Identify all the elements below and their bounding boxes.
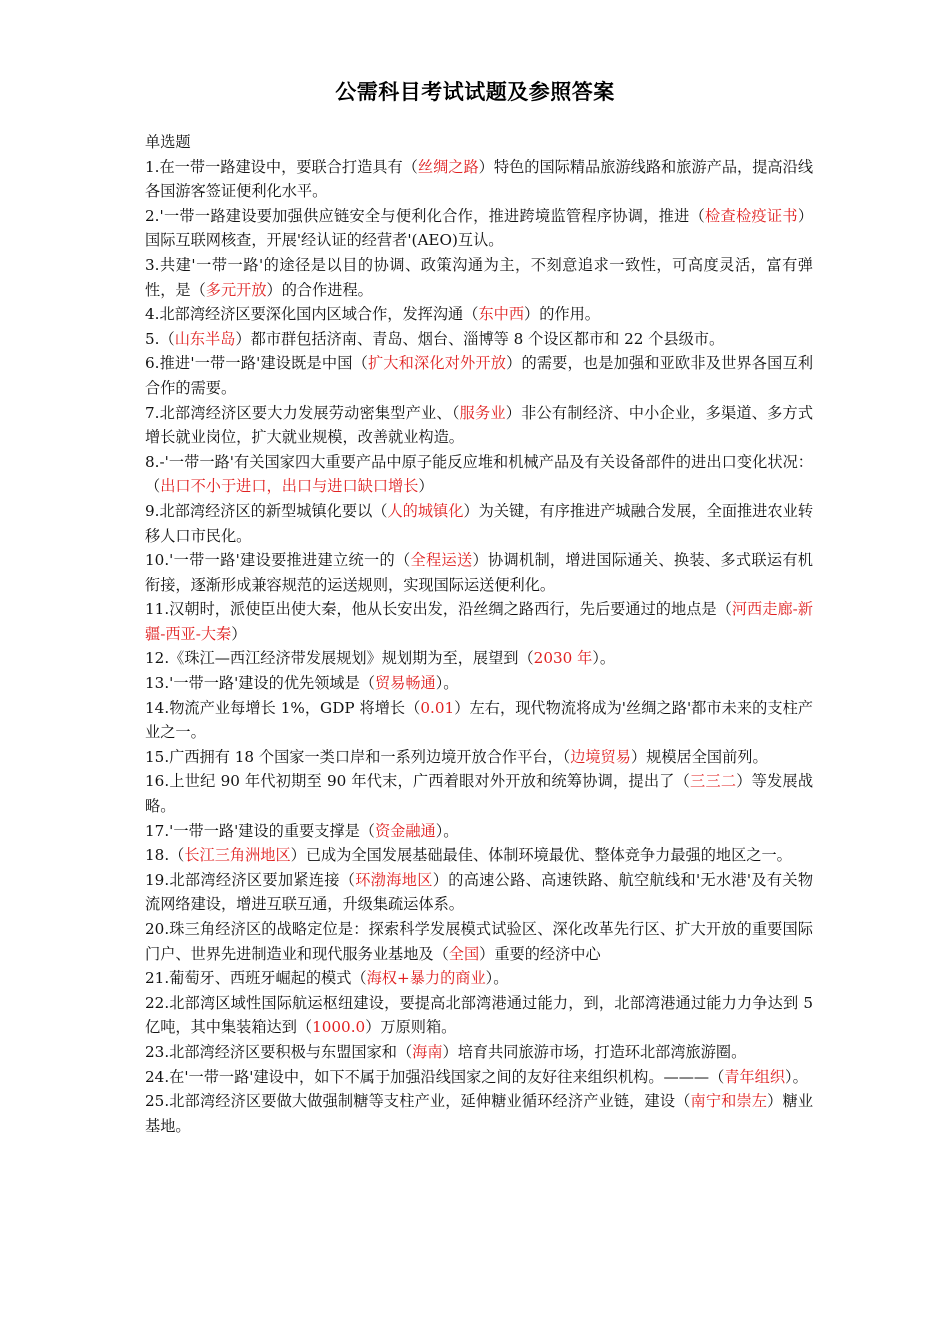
answer-text: 全程运送 xyxy=(410,551,473,570)
question-item xyxy=(145,253,813,302)
question-text-tail: ）左右，现代物流将成为'丝绸之路'都市未来的支柱产业之一。 xyxy=(145,698,813,742)
question-item xyxy=(145,868,813,917)
question-text-tail: ）已成为全国发展基础最佳、体制环境最优、整体竞争力最强的地区之一。 xyxy=(290,846,792,865)
question-text: 24.在'一带一路'建设中，如下不属于加强沿线国家之间的友好往来组织机构。———（ xyxy=(145,1067,725,1086)
question-item xyxy=(145,745,813,770)
answer-text: 资金融通 xyxy=(374,821,436,840)
question-text: 15.广西拥有 18 个国家一类口岸和一系列边境开放合作平台，（ xyxy=(145,747,571,766)
question-text: 7.北部湾经济区要大力发展劳动密集型产业、（ xyxy=(145,403,460,422)
question-text-tail: ）重要的经济中心 xyxy=(479,944,601,963)
question-item xyxy=(145,204,813,253)
answer-text: 三三二 xyxy=(690,772,737,791)
question-text: 20.珠三角经济区的战略定位是：探索科学发展模式试验区、深化改革先行区、扩大开放的重要国际门户、世界先进制造业和现代服务业基地及（ xyxy=(145,920,813,963)
question-text-tail: ）为关键，有序推进产城融合发展，全面推进农业转移人口市民化。 xyxy=(145,501,814,545)
question-text: 11.汉朝时，派使臣出使大秦，他从长安出发，沿丝绸之路西行，先后要通过的地点是（ xyxy=(145,600,732,619)
question-text-tail: ）的作用。 xyxy=(524,305,600,324)
question-item xyxy=(145,499,813,548)
answer-text: 山东半岛 xyxy=(174,329,236,348)
question-text-tail: ） xyxy=(418,477,434,496)
question-text-tail: ） xyxy=(231,624,247,643)
question-text-tail: ）。 xyxy=(592,649,616,668)
question-text: 2.'一带一路建设要加强供应链安全与便利化合作，推进跨境监管程序协调，推进（ xyxy=(145,206,706,225)
answer-text: 检查检疫证书 xyxy=(705,206,798,225)
question-text-tail: ）。 xyxy=(785,1067,808,1086)
answer-text: 海南 xyxy=(412,1042,443,1061)
answer-text: 南宁和崇左 xyxy=(690,1092,768,1111)
question-item xyxy=(145,966,813,991)
question-text-tail: ）规模居全国前列。 xyxy=(630,747,768,766)
question-text: 5.（ xyxy=(145,329,175,348)
question-text: 16.上世纪 90 年代初期至 90 年代末，广西着眼对外开放和统筹协调，提出了（ xyxy=(145,772,691,791)
question-text-tail: ）。 xyxy=(485,969,509,988)
question-item xyxy=(145,351,813,400)
question-item xyxy=(145,991,813,1040)
question-item xyxy=(145,671,813,696)
answer-text: 服务业 xyxy=(459,403,506,422)
page-title: 公需科目考试试题及参照答案 xyxy=(335,80,615,104)
section-label: 单选题 xyxy=(145,133,191,151)
question-text-tail: ）万原则箱。 xyxy=(365,1018,457,1037)
question-text: 19.北部湾经济区要加紧连接（ xyxy=(145,870,356,889)
question-text: 14.物流产业每增长 1%，GDP 将增长（ xyxy=(145,698,421,717)
answer-text: 2030 年 xyxy=(533,649,593,668)
answer-text: 丝绸之路 xyxy=(417,157,479,176)
question-item xyxy=(145,1065,813,1090)
question-item xyxy=(145,327,813,352)
question-item xyxy=(145,302,813,327)
question-item xyxy=(145,696,813,745)
question-text-tail: ）非公有制经济、中小企业，多渠道、多方式增长就业岗位，扩大就业规模，改善就业构造。 xyxy=(145,403,814,447)
question-item xyxy=(145,917,813,966)
question-text: 1.在一带一路建设中，要联合打造具有（ xyxy=(145,157,418,176)
question-item xyxy=(145,1089,813,1138)
question-text-tail: ）的需要，也是加强和亚欧非及世界各国互利合作的需要。 xyxy=(145,354,814,397)
question-text-tail: ）协调机制，增进国际通关、换装、多式联运有机衔接，逐渐形成兼容规范的运送规则，实现国际运送便利化。 xyxy=(145,551,813,594)
question-item xyxy=(145,819,813,844)
question-text-tail: ）等发展战略。 xyxy=(145,772,814,816)
question-text-tail: ）特色的国际精品旅游线路和旅游产品，提高沿线各国游客签证便利化水平。 xyxy=(145,157,814,201)
question-item xyxy=(145,450,813,499)
answer-text: 扩大和深化对外开放 xyxy=(367,354,507,373)
answer-text: 海权+暴力的商业 xyxy=(366,969,486,988)
question-text-tail: ）。 xyxy=(435,821,459,840)
answer-text: 多元开放 xyxy=(205,280,267,299)
answer-text: 1000.0 xyxy=(312,1018,366,1037)
document-body xyxy=(145,130,813,1138)
question-text: 18.（ xyxy=(145,846,185,865)
answer-text: 人的城镇化 xyxy=(387,501,464,520)
answer-text: 长江三角洲地区 xyxy=(184,846,291,865)
question-item xyxy=(145,155,813,204)
question-text: 13.'一带一路'建设的优先领域是（ xyxy=(145,674,375,693)
question-item xyxy=(145,401,813,450)
question-text: 4.北部湾经济区要深化国内区域合作，发挥沟通（ xyxy=(145,305,479,324)
question-text: 8.-'一带一路'有关国家四大重要产品中原子能反应堆和机械产品及有关设备部件的进出口变化状况：（ xyxy=(145,452,813,496)
answer-text: 贸易畅通 xyxy=(374,674,436,693)
question-text-tail: ）。 xyxy=(435,674,459,693)
question-item xyxy=(145,597,813,646)
question-text: 17.'一带一路'建设的重要支撑是（ xyxy=(145,821,375,840)
question-item xyxy=(145,1040,813,1065)
answer-text: 边境贸易 xyxy=(570,747,631,766)
question-text-tail: ）都市群包括济南、青岛、烟台、淄博等 8 个设区都市和 22 个县级市。 xyxy=(235,329,725,348)
answer-text: 出口不小于进口，出口与进口缺口增长 xyxy=(160,477,419,496)
question-item xyxy=(145,843,813,868)
question-text: 12.《珠江—西江经济带发展规划》规划期为至，展望到（ xyxy=(145,649,534,668)
answer-text: 0.01 xyxy=(420,698,455,717)
question-text: 23.北部湾经济区要积极与东盟国家和（ xyxy=(145,1042,413,1061)
answer-text: 青年组织 xyxy=(724,1067,786,1086)
question-text: 22.北部湾区域性国际航运枢纽建设，要提高北部湾港通过能力，到，北部湾港通过能力力争达到 5 亿吨，其中集装箱达到（ xyxy=(145,993,813,1037)
question-text: 3.共建'一带一路'的途径是以目的协调、政策沟通为主，不刻意追求一致性，可高度灵活，富有弹性，是（ xyxy=(145,255,813,299)
question-text-tail: ）培育共同旅游市场，打造环北部湾旅游圈。 xyxy=(442,1042,747,1061)
question-item xyxy=(145,548,813,597)
question-list xyxy=(145,155,813,1139)
question-text: 10.'一带一路'建设要推进建立统一的（ xyxy=(145,551,411,570)
answer-text: 河西走廊-新疆-西亚-大秦 xyxy=(145,600,813,643)
question-text-tail: ）国际互联网核查，开展'经认证的经营者'(AEO)互认。 xyxy=(145,206,813,250)
question-item xyxy=(145,646,813,671)
question-text-tail: ）糖业基地。 xyxy=(145,1092,814,1135)
question-text: 6.推进'一带一路'建设既是中国（ xyxy=(145,354,368,373)
answer-text: 全国 xyxy=(448,944,480,963)
question-text: 21.葡萄牙、西班牙崛起的模式（ xyxy=(145,969,367,988)
question-text-tail: ）的合作进程。 xyxy=(266,280,373,299)
question-text-tail: ）的高速公路、高速铁路、航空航线和'无水港'及有关物流网络建设，增进互联互通，升级集疏运体系。 xyxy=(145,870,814,914)
answer-text: 东中西 xyxy=(478,305,524,324)
question-item xyxy=(145,769,813,818)
answer-text: 环渤海地区 xyxy=(355,870,433,889)
question-text: 9.北部湾经济区的新型城镇化要以（ xyxy=(145,501,388,520)
question-text: 25.北部湾经济区要做大做强制糖等支柱产业，延伸糖业循环经济产业链，建设（ xyxy=(145,1092,691,1111)
